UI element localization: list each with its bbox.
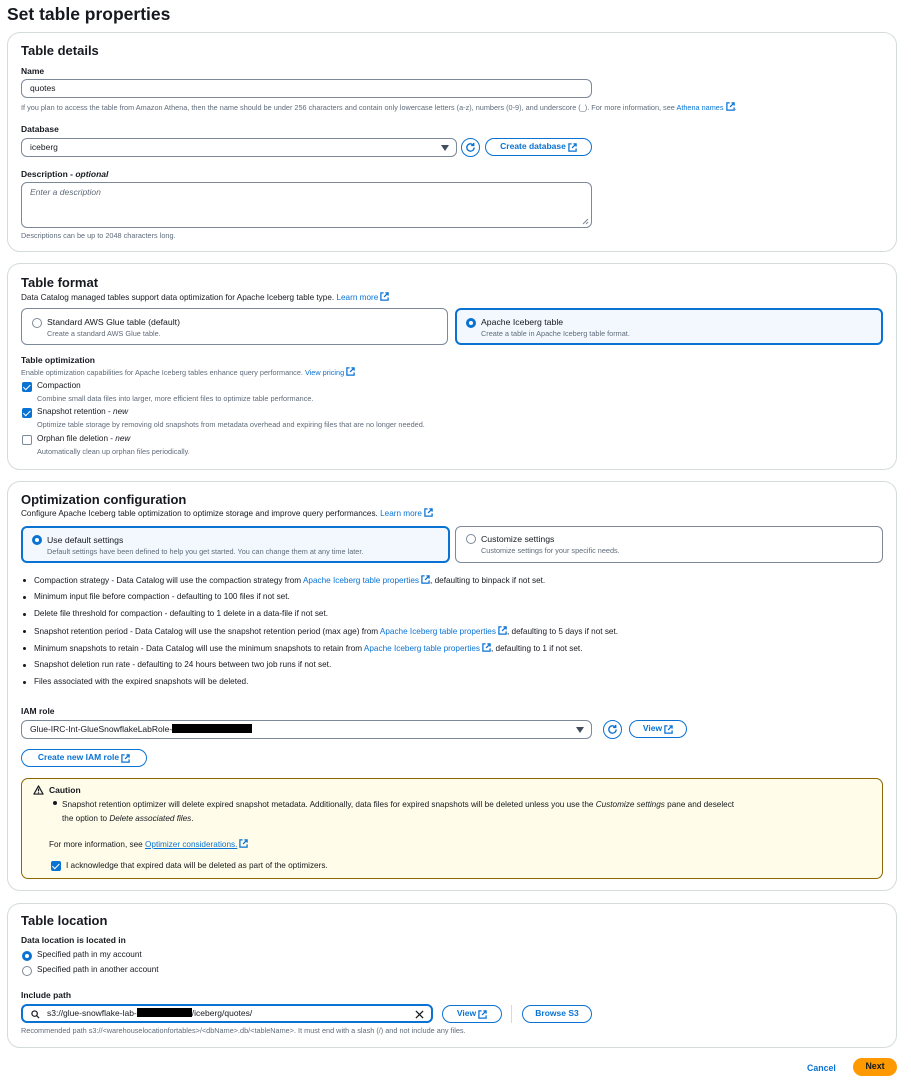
external-link-icon [726, 102, 735, 111]
bullet-text: Files associated with the expired snapshots will be deleted. [34, 677, 249, 686]
refresh-icon [465, 142, 476, 153]
clear-icon[interactable] [415, 1010, 424, 1019]
caution-text-part: Snapshot retention optimizer will delete expired snapshot metadata. Additionally, data files for expired snapshots will be deleted unless you use the [62, 800, 596, 809]
iceberg-table-properties-link[interactable]: Apache Iceberg table properties [363, 644, 480, 653]
list-item [21, 592, 618, 609]
tile-description: Create a table in Apache Iceberg table format. [481, 329, 630, 338]
refresh-icon [607, 724, 618, 735]
caution-text-part: . [191, 814, 194, 823]
bullet-text: , defaulting to 5 days if not set. [506, 627, 619, 636]
description-textarea[interactable] [21, 182, 592, 228]
search-icon [31, 1010, 40, 1019]
list-item [21, 626, 618, 643]
path-prefix: s3://glue-snowflake-lab- [47, 1008, 137, 1018]
description-placeholder: Enter a description [30, 187, 101, 197]
external-link-icon [482, 643, 491, 652]
snapshot-retention-label-text: Snapshot retention [37, 407, 106, 416]
iam-role-label: IAM role [21, 706, 55, 716]
caution-text-part: pane and deselect [664, 800, 735, 809]
athena-names-link[interactable]: Athena names [676, 103, 724, 112]
name-hint: If you plan to access the table from Amazon Athena, then the name should be under 256 characters and contain only lowercase letters (a-z), numbers (0-9), and underscore (_). For more information, see Athena names . [21, 103, 737, 112]
iceberg-table-properties-link[interactable]: Apache Iceberg table properties [379, 627, 496, 636]
snapshot-retention-desc: Optimize table storage by removing old snapshots from metadata overhead and expiring files that are no longer needed. [37, 420, 425, 429]
optimizer-considerations-link[interactable]: Optimizer considerations. [145, 840, 238, 849]
tile-standard-glue-table[interactable] [21, 308, 448, 345]
table-format-title: Table format [21, 275, 99, 290]
caution-text-part: the option to [62, 814, 110, 823]
caution-title: Caution [49, 785, 81, 795]
orphan-file-deletion-checkbox[interactable] [22, 435, 32, 445]
list-item [21, 677, 618, 694]
specified-path-my-account-label: Specified path in my account [37, 950, 142, 959]
caret-down-icon [576, 727, 584, 733]
caution-more-text: For more information, see [49, 840, 146, 849]
external-link-icon [478, 1010, 487, 1019]
caution-alert [21, 778, 883, 879]
orphan-file-deletion-label-text: Orphan file deletion [37, 434, 109, 443]
redacted-block [137, 1008, 192, 1017]
radio-specified-path-another-account[interactable] [22, 966, 32, 976]
optimization-config-description [21, 508, 433, 520]
include-path-label: Include path [21, 990, 72, 1000]
caution-more-info [49, 839, 248, 851]
table-location-title: Table location [21, 913, 108, 928]
tile-use-default-settings[interactable] [21, 526, 450, 563]
bullet-text: Minimum input file before compaction - defaulting to 100 files if not set. [34, 592, 290, 601]
bullet-text: , defaulting to 1 if not set. [491, 644, 583, 653]
table-format-description-text: Data Catalog managed tables support data optimization for Apache Iceberg table type. [21, 293, 335, 302]
external-link-icon [664, 725, 673, 734]
caution-text [62, 798, 734, 826]
include-path-input[interactable] [21, 1004, 433, 1023]
bullet-text: Compaction strategy - Data Catalog will use the compaction strategy from [34, 576, 303, 585]
tile-label: Apache Iceberg table [481, 317, 564, 327]
divider [511, 1005, 512, 1023]
view-pricing-link[interactable]: View pricing [304, 368, 345, 377]
external-link-icon [568, 143, 577, 152]
tile-label: Customize settings [481, 534, 555, 544]
learn-more-link[interactable]: Learn more [336, 293, 379, 302]
resize-handle-icon[interactable] [582, 218, 589, 225]
bullet-text: , defaulting to binpack if not set. [430, 576, 546, 585]
list-item [21, 575, 618, 592]
radio-specified-path-my-account[interactable] [22, 951, 32, 961]
create-database-label: Create database [500, 141, 566, 152]
list-item [21, 660, 618, 677]
compaction-desc: Combine small data files into larger, more efficient files to optimize table performance. [37, 394, 314, 403]
new-tag: new [113, 407, 129, 416]
view-label: View [642, 723, 663, 734]
learn-more-link[interactable]: Learn more [380, 509, 422, 518]
next-button[interactable]: Next [853, 1058, 897, 1076]
cancel-button[interactable]: Cancel [807, 1063, 836, 1073]
redacted-block [172, 724, 252, 733]
radio-customize-settings[interactable] [466, 534, 476, 544]
optimization-config-description-text: Configure Apache Iceberg table optimization to optimize storage and improve query performances. [21, 509, 378, 518]
radio-standard-glue-table[interactable] [32, 318, 42, 328]
bullet-text: Minimum snapshots to retain - Data Catalog will use the minimum snapshots to retain from [34, 644, 364, 653]
refresh-iam-role-button[interactable] [603, 720, 622, 739]
warning-icon [33, 785, 44, 795]
orphan-file-deletion-label: Orphan file deletion - new [37, 434, 131, 443]
list-item [21, 609, 618, 626]
tile-description: Customize settings for your specific needs. [481, 546, 620, 555]
new-tag: new [115, 434, 131, 443]
orphan-file-deletion-desc: Automatically clean up orphan files periodically. [37, 447, 190, 456]
snapshot-retention-label: Snapshot retention - new [37, 407, 129, 416]
caution-text-emphasis: Customize settings [595, 800, 665, 809]
name-label: Name [21, 66, 45, 76]
description-hint: Descriptions can be up to 2048 characters long. [21, 231, 176, 240]
include-path-hint: Recommended path s3://<warehouselocationfortables>/<dbName>.db/<tableName>. It must end with a slash (/) and not include any files. [21, 1026, 466, 1035]
view-iam-role-button[interactable] [629, 720, 687, 738]
external-link-icon [424, 508, 433, 517]
table-format-panel [7, 263, 897, 470]
bullet-text: Delete file threshold for compaction - defaulting to 1 delete in a data-file if not set. [34, 609, 329, 618]
database-value: iceberg [30, 142, 58, 152]
external-link-icon [380, 292, 389, 301]
refresh-database-button[interactable] [461, 138, 480, 157]
radio-use-default-settings[interactable] [32, 535, 42, 545]
optional-tag: optional [75, 169, 109, 179]
external-link-icon [346, 367, 355, 376]
path-suffix: /iceberg/quotes/ [191, 1008, 253, 1018]
table-optimization-desc [21, 367, 355, 377]
view-path-button[interactable] [442, 1005, 502, 1023]
iceberg-table-properties-link[interactable]: Apache Iceberg table properties [302, 576, 420, 585]
table-optimization-desc-text: Enable optimization capabilities for Apache Iceberg tables enhance query performance. [21, 368, 303, 377]
iam-role-value: Glue-IRC-Int-GlueSnowflakeLabRole- [30, 724, 173, 734]
compaction-label: Compaction [37, 381, 81, 390]
optimization-config-title: Optimization configuration [21, 492, 187, 507]
description-label: Description - optional [21, 169, 109, 179]
tile-customize-settings[interactable] [455, 526, 883, 563]
create-iam-role-button[interactable] [21, 749, 147, 767]
caution-text-emphasis: Delete associated files [109, 814, 192, 823]
iam-role-select[interactable] [21, 720, 592, 739]
name-input[interactable]: quotes [21, 79, 592, 98]
tile-apache-iceberg-table[interactable] [455, 308, 883, 345]
bullet-dot [53, 801, 57, 805]
external-link-icon [239, 839, 248, 848]
bullet-text: Snapshot deletion run rate - defaulting to 24 hours between two job runs if not set. [34, 660, 332, 669]
page-title: Set table properties [7, 4, 171, 24]
database-label: Database [21, 124, 59, 134]
database-select[interactable] [21, 138, 457, 157]
specified-path-another-account-label: Specified path in another account [37, 965, 159, 974]
data-location-label: Data location is located in [21, 935, 126, 945]
default-settings-list [21, 575, 618, 694]
tile-label: Standard AWS Glue table (default) [47, 317, 180, 327]
external-link-icon [498, 626, 507, 635]
name-hint-text: If you plan to access the table from Amazon Athena, then the name should be under 256 characters and contain only lowercase letters (a-z), numbers (0-9), and underscore (_). For more information, see [21, 103, 677, 112]
external-link-icon [421, 575, 430, 584]
compaction-checkbox[interactable] [22, 382, 32, 392]
tile-description: Default settings have been defined to help you get started. You can change them at any time later. [47, 547, 364, 556]
tile-label: Use default settings [47, 535, 124, 545]
create-database-button[interactable] [485, 138, 592, 156]
list-item [21, 643, 618, 660]
table-optimization-label: Table optimization [21, 355, 95, 365]
create-iam-role-label: Create new IAM role [37, 752, 120, 763]
table-location-panel [7, 903, 897, 1048]
external-link-icon [121, 754, 130, 763]
table-details-panel [7, 32, 897, 252]
radio-apache-iceberg-table[interactable] [466, 318, 476, 328]
browse-s3-button[interactable]: Browse S3 [522, 1005, 592, 1023]
description-label-text: Description [21, 169, 68, 179]
view-label: View [456, 1008, 477, 1019]
acknowledge-checkbox[interactable] [51, 861, 61, 871]
snapshot-retention-checkbox[interactable] [22, 408, 32, 418]
tile-description: Create a standard AWS Glue table. [47, 329, 161, 338]
optimization-config-panel [7, 481, 897, 891]
table-format-description [21, 292, 389, 304]
bullet-text: Snapshot retention period - Data Catalog will use the snapshot retention period (max age) from [34, 627, 380, 636]
caret-down-icon [441, 145, 449, 151]
table-details-title: Table details [21, 43, 99, 58]
acknowledge-label: I acknowledge that expired data will be deleted as part of the optimizers. [66, 861, 328, 870]
